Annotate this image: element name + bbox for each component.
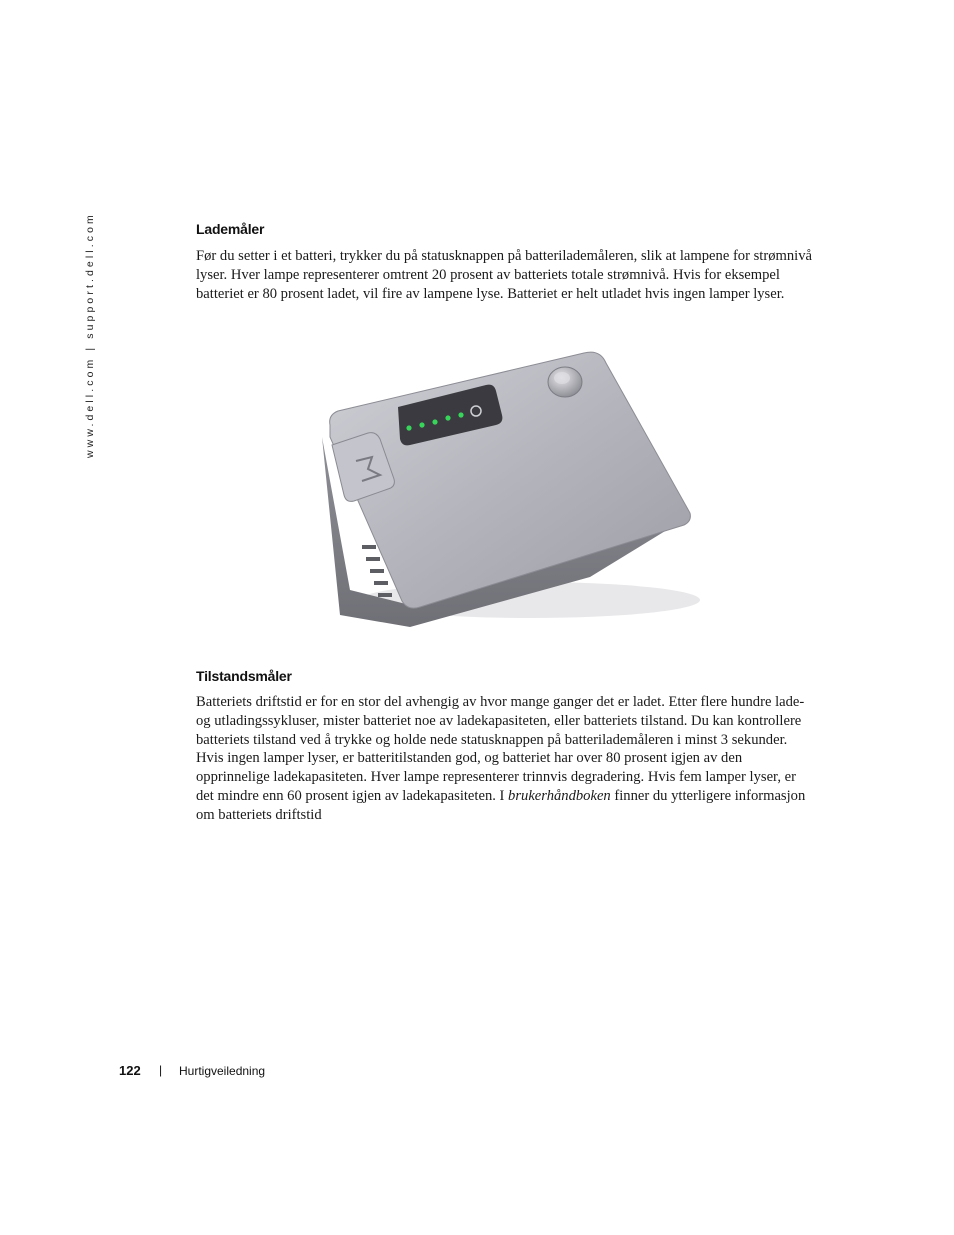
battery-illustration — [310, 345, 700, 635]
section-heading-tilstandsmaler: Tilstandsmåler — [196, 668, 292, 684]
paragraph-text: Batteriets driftstid er for en stor del avhengig av hvor mange ganger det er ladet. Etter flere hundre lade- og utladingssykluser, mister batteriet noe av ladekapasiteten, eller batteriets tilstand. Du kan kontrollere batteriets tilstand ved å trykke og holde nede statusknappen på batterilademåleren i minst 3 sekunder. Hvis ingen lamper lyser, er batteritilstanden god, og batteriet har over 80 prosent igjen av den opprinnelige ladekapasiteten. Hver lampe representerer trinnvis degradering. Hvis fem lamper lyser, er det mindre enn 60 prosent igjen av ladekapasiteten. I — [196, 694, 805, 804]
page-number: 122 — [119, 1063, 141, 1078]
battery-image — [310, 345, 700, 635]
page-footer — [119, 1063, 266, 1078]
document-title: Hurtigveiledning — [179, 1064, 266, 1078]
paragraph-text-end: finner du ytterligere informasjon om batteriets driftstid — [196, 787, 806, 823]
footer-separator: | — [159, 1063, 163, 1077]
manual-reference: brukerhåndboken — [508, 787, 611, 804]
section-paragraph-lademaler: Før du setter i et batteri, trykker du på statusknappen på batterilademåleren, slik at lampene for strømnivå lyser. Hver lampe representerer omtrent 20 prosent av batteriets totale strømnivå. Hvis for eksempel batteriet er 80 prosent ladet, vil fire av lampene lyse. Batteriet er helt utladet hvis ingen lamper lyser. — [196, 248, 812, 302]
section-paragraph-tilstandsmaler — [196, 693, 816, 825]
side-url: www.dell.com | support.dell.com — [84, 212, 96, 458]
section-heading-lademaler: Lademåler — [196, 221, 265, 237]
